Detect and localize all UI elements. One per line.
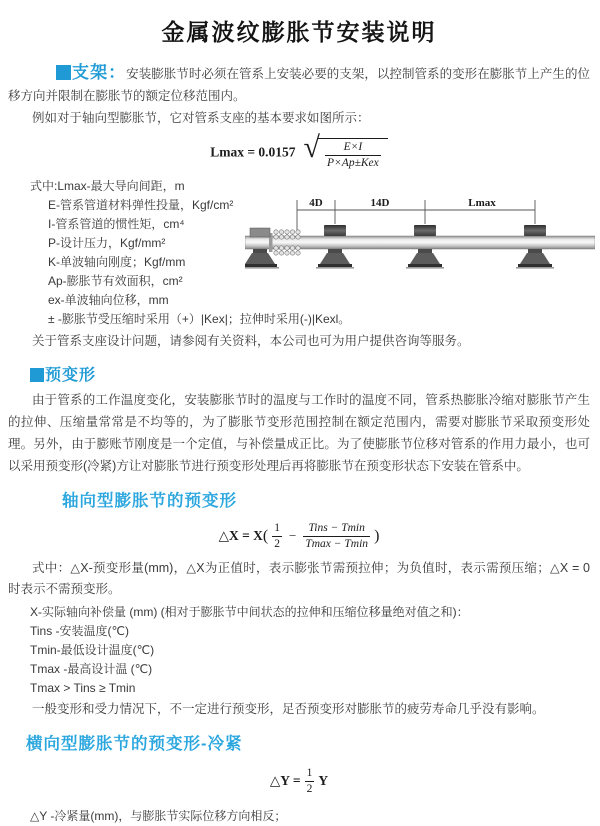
formula-lhs: △X = X [218, 527, 263, 543]
axial-subheading: 轴向型膨胀节的预变形 [62, 491, 237, 510]
page-title: 金属波纹膨胀节安装说明 [161, 19, 437, 45]
axial-explain: 式中：△X-预变形量(mm)，△X为正值时，表示膨张节需预拉伸；为负值时，表示需预压缩；△X = 0时表示不需预变形。 [8, 560, 590, 596]
radical-content [318, 138, 388, 171]
lateral-formula [8, 766, 590, 797]
var-line-lmax: 式中:Lmax-最大导向间距，m [30, 178, 185, 193]
var-line-i: I-管系管道的惯性矩，cm⁴ [48, 216, 185, 231]
axial-note: 一般变形和受力情况下，不一定进行预变形，足否预变形对膨胀节的疲劳寿命几乎没有影响。 [32, 701, 545, 716]
tins-definition: Tins -安装温度(℃) [30, 623, 130, 638]
close-paren: ) [374, 527, 380, 545]
fraction-numerator: Tins − Tmin [308, 521, 365, 534]
var-line-e: E-管系管道材料弹性投量，Kgf/cm² [48, 197, 234, 212]
preform-body: 由于管系的工作温度变化，安装膨胀节时的温度与工作时的温度不同，管系热膨胀冷缩对膨胀节产生的拉伸、压缩量常常是不均等的，为了膨胀节变形范围控制在额定范围内，需要对膨胀节采取预变形处理。另外，由于膨账节刚度是一个定值，与补偿量成正比。为了使膨胀节位移对管系的作用力最小，也可以采用预变形(冷紧)方让对膨胀节进行预变形处理后再将膨胀节在预变形状态下安装在管系中。 [8, 392, 590, 473]
temperature-inequality: Tmax > Tins ≥ Tmin [30, 680, 136, 695]
dimension-label-lmax: Lmax [468, 197, 496, 209]
blue-square-icon [56, 65, 71, 80]
sqrt-sign: √ [303, 131, 321, 164]
dimension-label-14d: 14D [370, 197, 390, 209]
half-fraction [305, 766, 315, 797]
temperature-fraction [303, 521, 370, 552]
fraction-numerator: 1 [306, 766, 313, 779]
axial-support-requirement-diagram [245, 192, 595, 292]
fraction-denominator: P×Ap±Kex [327, 156, 379, 169]
support-example-line: 例如对于轴向型膨胀节，它对管系支座的基本要求如图所示： [32, 111, 370, 125]
minus-operator: − [289, 528, 297, 544]
var-line-ex: ex-单波轴向位移，mm [48, 292, 169, 307]
var-line-plusminus: ± -膨胀节受压缩时采用（+）|Kex|；拉伸时采用(-)|Kexl。 [48, 311, 351, 326]
formula-lhs: Lmax = 0.0157 [210, 144, 296, 160]
tmax-definition: Tmax -最高设计温 (℃) [30, 661, 153, 676]
formula-lhs: △Y = [269, 772, 301, 788]
fraction-denominator: 2 [274, 537, 280, 550]
lmax-formula [8, 131, 590, 171]
fraction-numerator: E×I [343, 141, 363, 153]
support-note: 关于管系支座设计问题，请参阅有关资料，本公司也可为用户提供咨询等服务。 [32, 333, 470, 348]
support-heading: 支架： [72, 63, 127, 82]
lateral-note: △Y -冷紧量(mm)，与膨胀节实际位移方向相反； [30, 808, 287, 823]
open-paren: ( [262, 527, 269, 545]
half-fraction [272, 521, 282, 552]
support-intro-text: 安装膨胀节时必须在管系上安装必要的支架，以控制管系的变形在膨胀节上产生的位移方向并限制在膨胀节的额定位移范围内。 [8, 67, 590, 103]
preform-section-heading-row [30, 362, 590, 385]
fraction-numerator: 1 [274, 521, 280, 534]
fraction-denominator: Tmax − Tmin [305, 537, 369, 550]
x-definition: X-实际轴向补偿量 (mm) (相对于膨胀节中间状态的拉伸和压缩位移量绝对值之和)： [30, 604, 469, 619]
blue-square-icon [30, 368, 44, 382]
tmin-definition: Tmin-最低设计温度(℃) [30, 642, 155, 657]
support-section-paragraph [8, 62, 590, 107]
var-line-p: P-设计压力，Kgf/mm² [48, 235, 166, 250]
lateral-subheading: 横向型膨胀节的预变形-冷紧 [26, 734, 243, 753]
dimension-label-4d: 4D [309, 197, 323, 209]
fraction [325, 140, 381, 171]
radical [303, 131, 388, 171]
var-line-ap: Ap-膨胀节有效面积，cm² [48, 273, 183, 288]
fraction-denominator: 2 [306, 782, 313, 795]
formula-rhs: Y [318, 772, 329, 788]
preform-heading: 预变形 [45, 366, 97, 384]
var-line-k: K-单波轴向刚度；Kgf/mm [48, 254, 186, 269]
axial-formula [8, 521, 590, 552]
